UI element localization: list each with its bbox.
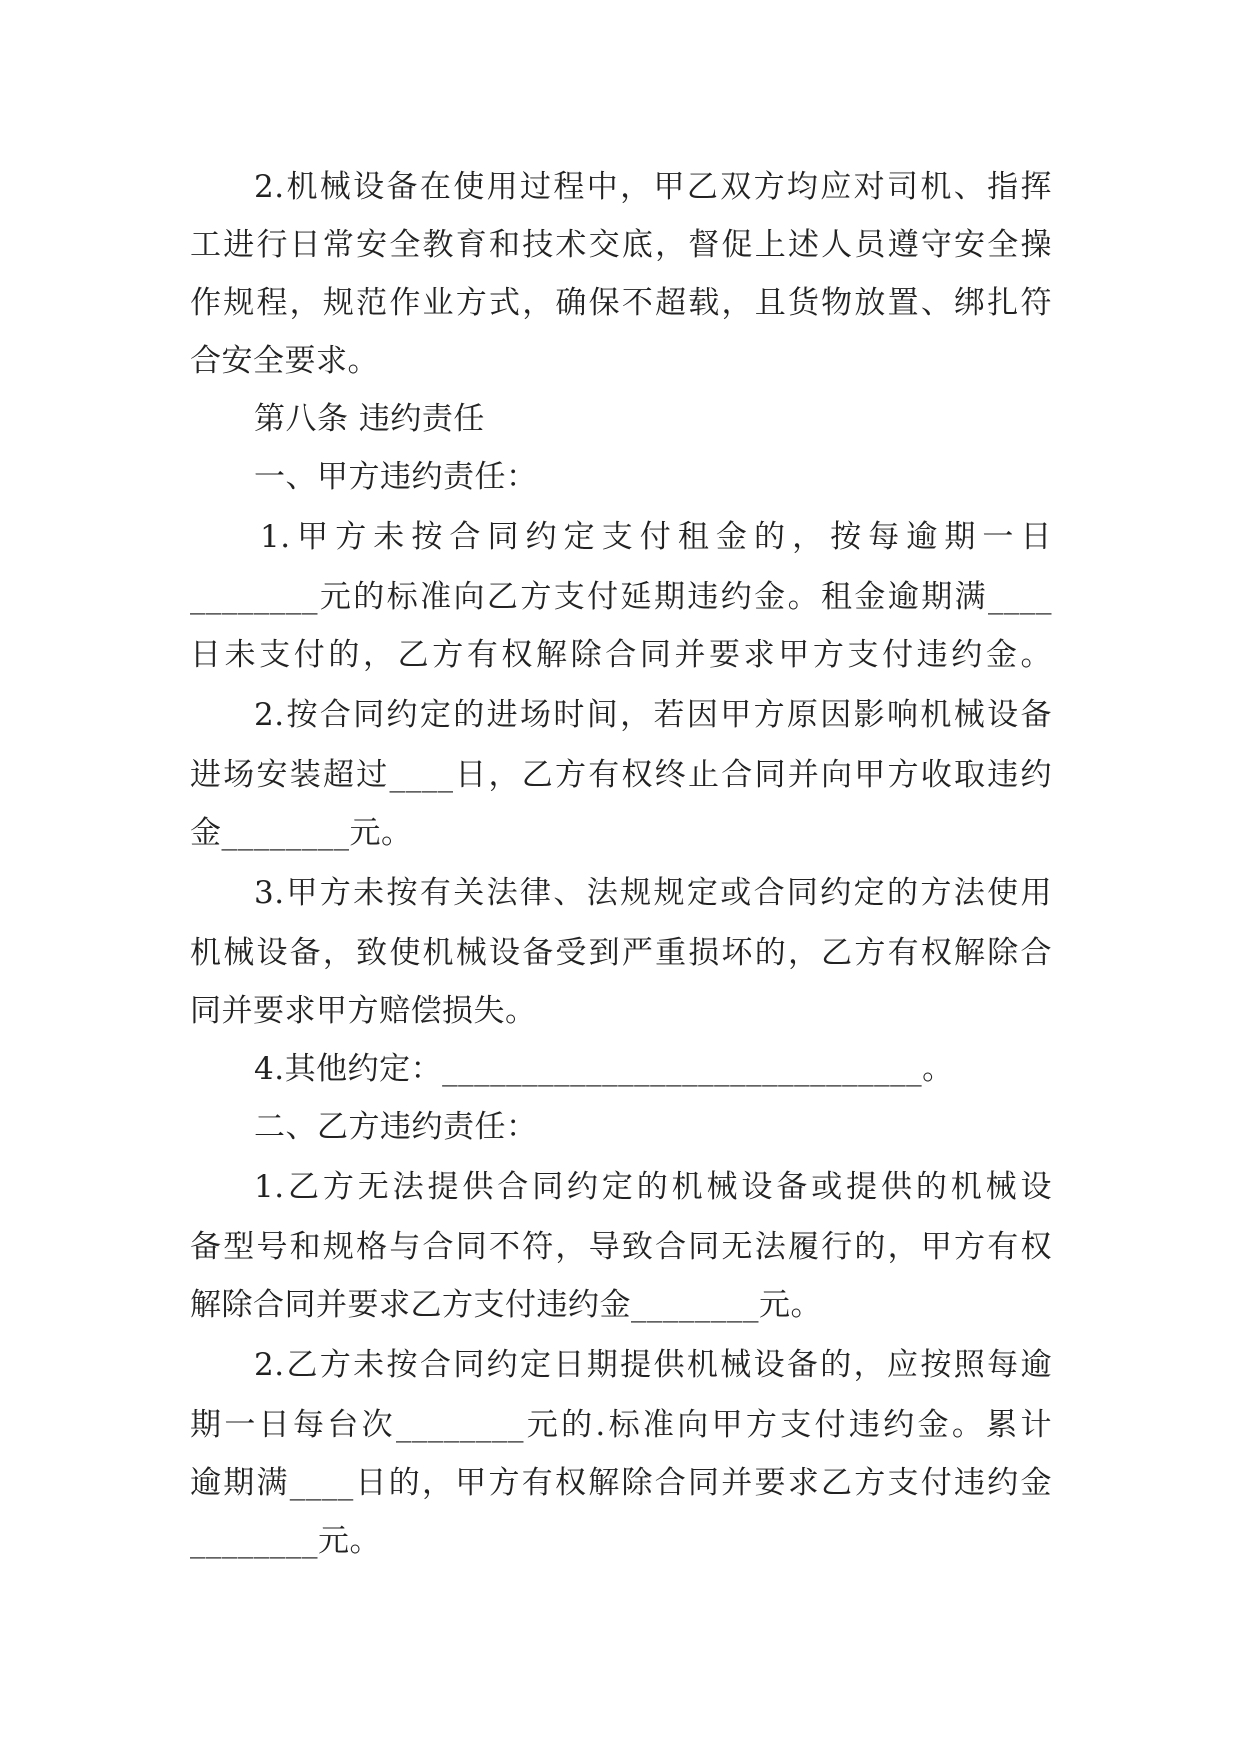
article-heading: 第八条 违约责任 (254, 401, 485, 437)
paragraph-line: 日未支付的，乙方有权解除合同并要求甲方支付违约金。 (190, 637, 1052, 673)
paragraph-line: 进场安装超过____日，乙方有权终止合同并向甲方收取违约 (190, 757, 1052, 793)
paragraph-line: 同并要求甲方赔偿损失。 (190, 993, 537, 1029)
paragraph-line: 机械设备，致使机械设备受到严重损坏的，乙方有权解除合 (190, 935, 1052, 971)
paragraph-line: 1.乙方无法提供合同约定的机械设备或提供的机械设 (254, 1169, 1052, 1205)
paragraph-line: ________元的标准向乙方支付延期违约金。租金逾期满____ (190, 579, 1052, 615)
paragraph-line: 备型号和规格与合同不符，导致合同无法履行的，甲方有权 (190, 1229, 1052, 1265)
paragraph-line: 3.甲方未按有关法律、法规规定或合同约定的方法使用 (254, 875, 1052, 911)
paragraph-line: 1.甲方未按合同约定支付租金的，按每逾期一日 (260, 519, 1052, 555)
paragraph-line: 2.乙方未按合同约定日期提供机械设备的，应按照每逾 (254, 1347, 1052, 1383)
paragraph-line: 作规程，规范作业方式，确保不超载，且货物放置、绑扎符 (190, 285, 1052, 321)
section-heading-party-b: 二、乙方违约责任： (254, 1109, 538, 1145)
document-body (190, 158, 1052, 1570)
paragraph-line: 2.按合同约定的进场时间，若因甲方原因影响机械设备 (254, 697, 1052, 733)
paragraph-line: 合安全要求。 (190, 343, 379, 379)
paragraph-line: ________元。 (190, 1523, 381, 1559)
paragraph-line: 逾期满____日的，甲方有权解除合同并要求乙方支付违约金 (190, 1465, 1052, 1501)
section-heading-party-a: 一、甲方违约责任： (254, 459, 538, 495)
paragraph-line: 2.机械设备在使用过程中，甲乙双方均应对司机、指挥 (254, 169, 1052, 205)
paragraph-line: 工进行日常安全教育和技术交底，督促上述人员遵守安全操 (190, 227, 1052, 263)
paragraph-line: 4.其他约定：______________________________。 (254, 1051, 954, 1087)
paragraph-line: 期一日每台次________元的.标准向甲方支付违约金。累计 (190, 1407, 1052, 1443)
paragraph-line: 金________元。 (190, 815, 413, 851)
paragraph-line: 解除合同并要求乙方支付违约金________元。 (190, 1287, 822, 1323)
